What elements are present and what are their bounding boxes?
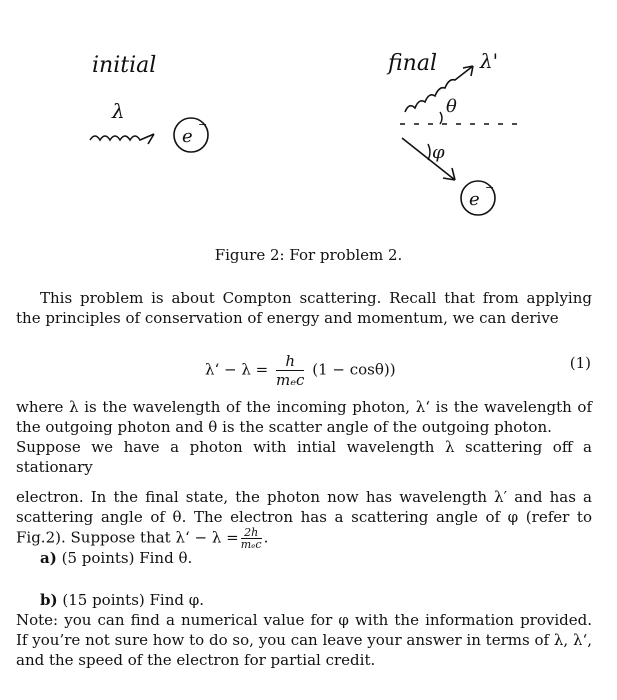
theta-arc — [440, 112, 442, 124]
final-electron-label: e — [469, 189, 480, 210]
figure-label-phi: φ — [432, 142, 445, 163]
figure-caption: Figure 2: For problem 2. — [214, 246, 403, 264]
initial-electron-charge: − — [198, 118, 208, 131]
part-a-label: a) — [40, 549, 57, 567]
that-denominator: mₑc — [240, 538, 262, 551]
compton-equation — [0, 342, 617, 392]
electron-text: electron. In the final state, the photon now has wavelength λ′ and has a scattering angle of θ. The electron has a scattering angle of φ (refer to Fig.2). Suppose — [16, 488, 592, 547]
part-b-text: (15 points) Find φ. — [62, 591, 205, 609]
equation-rhs: (1 − cosθ)) — [312, 360, 396, 379]
where-paragraph — [16, 397, 592, 477]
that-suffix: . — [263, 528, 269, 547]
intro-paragraph: This problem is about Compton scattering. Recall that from applying the principles of conservation of energy and momentum, we can derive — [16, 289, 592, 327]
note-paragraph: Note: you can find a numerical value for φ with the information provided. If you’re not sure how to do so, you can leave your answer in terms of λ, λ‘, and the speed of the electron for partial credit. — [16, 611, 592, 669]
equation-lhs: λ‘ − λ = — [205, 360, 269, 379]
where-text: where λ is the wavelength of the incoming photon, λ‘ is the wavelength of the outgoing photon and θ is the scatter angle of the outgoing photon. — [16, 398, 592, 436]
electron-paragraph — [16, 487, 592, 550]
incoming-photon-wave — [90, 134, 154, 144]
equation-denominator: mₑc — [276, 371, 305, 389]
figure-label-theta: θ — [446, 96, 457, 117]
compton-figure — [0, 0, 617, 230]
that-numerator: 2h — [241, 527, 262, 539]
final-electron-charge: − — [485, 181, 495, 194]
suppose-text: Suppose we have a photon with intial wavelength λ scattering off a stationary — [16, 438, 592, 476]
part-b-label: b) — [40, 591, 58, 609]
figure-label-final: final — [388, 51, 437, 76]
equation-number: (1) — [569, 354, 591, 372]
phi-arc — [428, 144, 430, 160]
figure-label-lambda-prime: λ' — [480, 49, 499, 73]
equation-fraction — [276, 352, 304, 389]
that-fraction — [241, 527, 262, 550]
initial-electron-label: e — [182, 126, 193, 147]
part-b — [40, 590, 590, 610]
equation-numerator: h — [276, 352, 304, 371]
part-a — [40, 548, 590, 568]
part-a-text: (5 points) Find θ. — [61, 549, 193, 567]
figure-label-lambda: λ — [112, 99, 125, 123]
that-prefix: that λ‘ − λ = — [140, 528, 239, 547]
figure-label-initial: initial — [92, 53, 157, 78]
